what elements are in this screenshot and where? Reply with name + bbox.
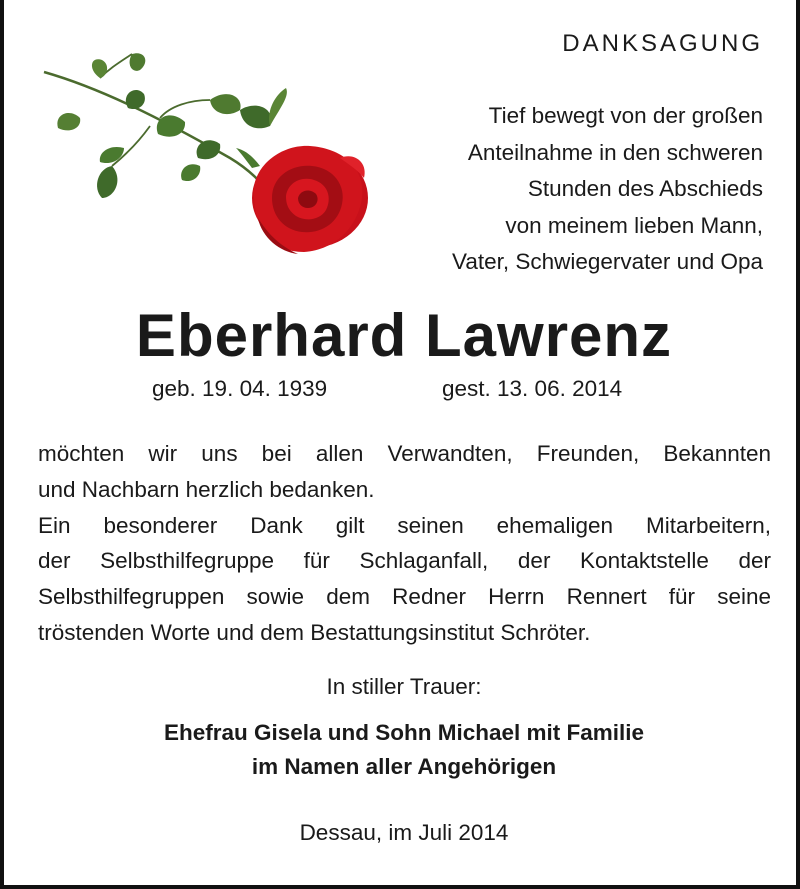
text-line: der Selbsthilfegruppe für Schlaganfall, der Kontaktstelle der <box>38 548 771 574</box>
family-line: im Namen aller Angehörigen <box>251 754 557 779</box>
death-date: gest. 13. 06. 2014 <box>442 376 623 401</box>
text-line: und Nachbarn herzlich bedanken. <box>38 476 375 502</box>
intro-line: Stunden des Abschieds <box>527 176 763 202</box>
deceased-name: Eberhard Lawrenz <box>135 302 673 369</box>
family-signature <box>4 716 800 784</box>
intro-line: Vater, Schwiegervater und Opa <box>451 249 763 275</box>
mourning-label: In stiller Trauer: <box>326 674 482 699</box>
place-date: Dessau, im Juli 2014 <box>299 820 509 845</box>
text-line: möchten wir uns bei allen Verwandten, Freunden, Bekannten <box>38 441 771 466</box>
family-line: Ehefrau Gisela und Sohn Michael mit Familie <box>163 720 645 745</box>
intro-line: Tief bewegt von der großen <box>488 103 763 128</box>
intro-line: Anteilnahme in den schweren <box>467 139 763 165</box>
thanks-text <box>38 436 771 651</box>
birth-date: geb. 19. 04. 1939 <box>152 376 328 401</box>
intro-line: von meinem lieben Mann, <box>505 212 763 238</box>
thanks-paragraph <box>38 436 771 508</box>
text-line: Selbsthilfegruppen sowie dem Redner Herrn Rennert für seine <box>38 584 771 610</box>
special-thanks-paragraph <box>38 508 771 651</box>
text-line: tröstenden Worte und dem Bestattungsinstitut Schröter. <box>38 619 591 645</box>
intro-text <box>343 98 763 281</box>
red-rose-icon <box>40 48 370 258</box>
text-line: Ein besonderer Dank gilt seinen ehemaligen Mitarbeitern, <box>38 512 771 538</box>
notice-heading: DANKSAGUNG <box>562 30 763 57</box>
